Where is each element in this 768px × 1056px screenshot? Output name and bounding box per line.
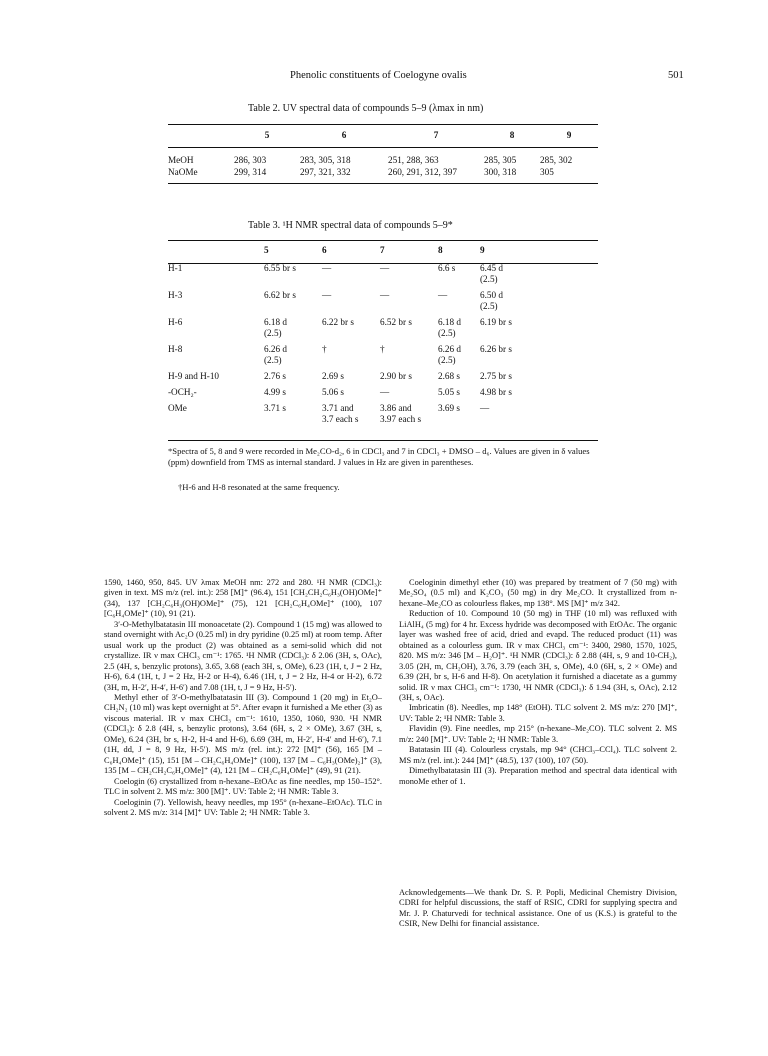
table-cell: 251, 288, 363: [388, 155, 439, 165]
table-cell: 5.05 s: [438, 387, 460, 397]
table-cell: 6.55 br s: [264, 263, 296, 273]
left-column: [104, 578, 382, 818]
table3-caption: Table 3. ¹H NMR spectral data of compounds 5–9*: [248, 220, 453, 231]
table-cell: 2.76 s: [264, 371, 286, 381]
table-cell: 6.6 s: [438, 263, 456, 273]
paragraph: 3′-O-Methylbatatasin III monoacetate (2). Compound 1 (15 mg) was allowed to stand overnight with Ac₂O (0.25 ml) in dry pyridine (0.25 ml) at room temp. After usual work up the product (2) was obtained as a semi-solid which did not crystallize. IR ν max CHCl₃ cm⁻¹: 1765. ¹H NMR (CDCl₃): δ 2.06 (3H, s, OAc), 2.5 (4H, s, benzylic protons), 3.65, 3.68 (each 3H, s, OMe), 6.23 (1H, t, J = 2 Hz, H-6), 6.4 (1H, t, J = 2 Hz, H-2 or H-4), 6.46 (1H, t, J = 2 Hz, H-4 or H-2), 6.72 (3H, m, H-2′, H-4′, H-6′) and 7.08 (1H, t, J = 9 Hz, H-5′).: [104, 619, 382, 692]
table-cell: 6.26 d (2.5): [264, 344, 287, 365]
table-cell: 6.50 d (2.5): [480, 290, 503, 311]
table-cell: 297, 321, 332: [300, 167, 351, 177]
paragraph: Coeloginin dimethyl ether (10) was prepared by treatment of 7 (50 mg) with Me₂SO₄ (0.5 ml) and K₂CO₃ (50 mg) in dry Me₂CO. It crystallized from n-hexane–Me₂CO as colourless flakes, mp 138°. MS [M]⁺ m/z 342.: [399, 578, 677, 608]
table2-caption: Table 2. UV spectral data of compounds 5–9 (λmax in nm): [248, 103, 484, 114]
table-row: [168, 263, 598, 290]
paragraph: Reduction of 10. Compound 10 (50 mg) in THF (10 ml) was refluxed with LiAlH₄ (5 mg) for 4 hr. Excess hydride was decomposed with EtOAc. The organic layer was washed free of acid, dried and evapd. The reduced product (11) was obtained as a colourless gum. IR ν max CHCl₃ cm⁻¹: 3400, 2980, 1570, 1025, 820. MS m/z: 346 [M – H₂O]⁺. ¹H NMR (CDCl₃): δ 2.88 (4H, s, 9 and 10-CH₂), 3.05 (2H, m, CH₂OH), 3.76, 3.79 (each 3H, s, OMe), 4.0 (6H, s, 2 × OMe) and 6.39 (2H, br s, H-6 and H-8). On acetylation it furnished a diacetate as a gummy solid. IR ν max CHCl₃ cm⁻¹: 1730, ¹H NMR (CDCl₃): δ 1.94 (3H, s, OAc), 2.12 (3H, s, OAc).: [399, 609, 677, 702]
table-cell: 2.75 br s: [480, 371, 512, 381]
table2-col-header: 9: [566, 130, 572, 140]
table-row: [168, 371, 598, 387]
table-row: [168, 344, 598, 371]
table3-bottom-rule: [168, 440, 598, 441]
row-label: H-6: [168, 317, 183, 327]
paragraph: Coelogin (6) crystallized from n-hexane–EtOAc as fine needles, mp 150–152°. TLC in solvent 2. MS m/z: 300 [M]⁺. UV: Table 2; ¹H NMR: Table 3.: [104, 776, 382, 797]
table-cell: 2.90 br s: [380, 371, 412, 381]
row-label: NaOMe: [168, 167, 198, 177]
table-cell: 5.06 s: [322, 387, 344, 397]
acknowledgements: [399, 888, 677, 930]
table-cell: †: [380, 344, 385, 354]
table-cell: 4.98 br s: [480, 387, 512, 397]
table3-footnote: *Spectra of 5, 8 and 9 were recorded in Me₂CO-d₂, 6 in CDCl₃ and 7 in CDCl₃ + DMSO – d₆. Values are given in δ values (ppm) downfield from TMS as internal standard. J values in Hz are given in parentheses.: [168, 446, 590, 467]
table3-col-header: [168, 245, 264, 263]
right-column: [399, 578, 677, 787]
table3-header-rule: [168, 263, 598, 264]
table-cell: 6.45 d (2.5): [480, 263, 503, 284]
table-cell: 286, 303: [234, 155, 267, 165]
table-cell: 283, 305, 318: [300, 155, 351, 165]
table-cell: 6.26 d (2.5): [438, 344, 461, 365]
table2-top-rule: [168, 124, 598, 125]
table2-col-header: 5: [264, 130, 270, 140]
paragraph: Dimethylbatatasin III (3). Preparation method and spectral data identical with monoMe ether of 1.: [399, 766, 677, 786]
paragraph: Flavidin (9). Fine needles, mp 215° (n-hexane–Me₂CO). TLC solvent 2. MS m/z: 240 [M]⁺. UV: Table 2; ¹H NMR: Table 3.: [399, 724, 677, 744]
table2-col-header: [168, 130, 234, 148]
page-number: 501: [668, 70, 684, 81]
table-row: [168, 148, 598, 166]
table2-col-header: 8: [509, 130, 515, 140]
running-title: Phenolic constituents of Coelogyne ovalis: [290, 70, 467, 81]
row-label: H-1: [168, 263, 183, 273]
paragraph: Batatasin III (4). Colourless crystals, mp 94° (CHCl₃–CCl₄). TLC solvent 2. MS m/z (rel. int.): 244 [M]⁺ (48.5), 137 (100), 107 (50).: [399, 745, 677, 765]
table-row: [168, 317, 598, 344]
table3-col-header: 8: [438, 245, 443, 255]
table-cell: 285, 305: [484, 155, 517, 165]
table2-col-header: 6: [341, 130, 347, 140]
table-cell: —: [322, 263, 332, 273]
table-cell: †: [322, 344, 327, 354]
table3-footnote-dagger: †H-6 and H-8 resonated at the same frequency.: [178, 482, 340, 492]
row-label: H-3: [168, 290, 183, 300]
table-cell: —: [380, 387, 390, 397]
table2-col-header: 7: [433, 130, 439, 140]
row-label: OMe: [168, 403, 187, 413]
table-cell: 305: [540, 167, 554, 177]
table3-top-rule: [168, 240, 598, 241]
table-cell: 299, 314: [234, 167, 267, 177]
table2-header-rule: [168, 147, 598, 148]
acknowledgements-text: Acknowledgements—We thank Dr. S. P. Popli, Medicinal Chemistry Division, CDRI for helpful discussions, the staff of RSIC, CDRI for supplying spectra and Mr. J. P. Chaturvedi for technical assistance. One of us (K.S.) is grateful to the CSIR, New Delhi for financial assistance.: [399, 888, 677, 929]
table-row: [168, 290, 598, 317]
table-cell: 3.71 and 3.7 each s: [322, 403, 359, 424]
row-label: H-8: [168, 344, 183, 354]
table-cell: 3.86 and 3.97 each s: [380, 403, 422, 424]
table3-col-header: 6: [322, 245, 327, 255]
table-cell: —: [438, 290, 448, 300]
table-cell: —: [322, 290, 332, 300]
table-cell: 2.68 s: [438, 371, 460, 381]
table3-col-header: 5: [264, 245, 269, 255]
table-cell: 3.69 s: [438, 403, 460, 413]
paragraph: Imbricatin (8). Needles, mp 148° (EtOH). TLC solvent 2. MS m/z: 270 [M]⁺, UV: Table 2; ¹H NMR: Table 3.: [399, 703, 677, 723]
paragraph: Coeloginin (7). Yellowish, heavy needles, mp 195° (n-hexane–EtOAc). TLC in solvent 2. MS m/z: 314 [M]⁺ UV: Table 2; ¹H NMR: Table 3.: [104, 797, 382, 817]
table-cell: 2.69 s: [322, 371, 344, 381]
paragraph: Methyl ether of 3′-O-methylbatatasin III (3). Compound 1 (20 mg) in Et₂O–CH₂N₂ (10 ml) was kept overnight at 5°. After evapn it furnished a Me ether (3) as viscous material. IR ν max CHCl₃ cm⁻¹: 1610, 1350, 1060, 930. ¹H NMR (CDCl₃): δ 2.8 (4H, s, benzylic protons), 3.64 (6H, s, 2 × OMe), 3.67 (3H, s, OMe), 6.24 (3H, br s, H-2, H-4 and H-6), 6.69 (3H, m, H-2′, H-4′ and H-6′), 7.1 (1H, dd, J = 8, 9 Hz, H-5′). MS m/z (rel. int.): 272 [M]⁺ (56), 165 [M – C₆H₄OMe]⁺ (15), 151 [M – CH₂C₆H₄OMe]⁺ (100), 137 [M – C₆H₃(OMe)₂]⁺ (3), 135 [M – CH₂CH₂C₆H₄OMe]⁺ (4), 121 [M – CH₂C₆H₄OMe]⁺ (49), 91 (21).: [104, 692, 382, 776]
table-cell: 6.62 br s: [264, 290, 296, 300]
table-cell: 285, 302: [540, 155, 573, 165]
table-cell: —: [480, 403, 490, 413]
table2: [168, 130, 598, 178]
table3-col-header: 7: [380, 245, 385, 255]
paragraph: 1590, 1460, 950, 845. UV λmax MeOH nm: 272 and 280. ¹H NMR (CDCl₃): given in text. MS m/z (rel. int.): 258 [M]⁺ (96.4), 151 [CH₂CH₂C₆H₃(OH)OMe]⁺ (34), 137 [CH₂C₆H₃(OH)OMe]⁺ (75), 121 [CH₂C₆H₄OMe]⁺ (100), 107 [C₆H₄OMe]⁺ (10), 91 (21).: [104, 578, 382, 619]
table3: [168, 245, 598, 430]
row-label: H-9 and H-10: [168, 371, 220, 381]
table-row: [168, 166, 598, 178]
table2-bottom-rule: [168, 183, 598, 184]
table-cell: 6.26 br s: [480, 344, 512, 354]
table-cell: 6.52 br s: [380, 317, 412, 327]
table-row: [168, 387, 598, 403]
table-cell: 6.18 d (2.5): [438, 317, 461, 338]
table-cell: 6.19 br s: [480, 317, 512, 327]
table-cell: 300, 318: [484, 167, 517, 177]
table-row: [168, 403, 598, 430]
row-label: -OCH₂-: [168, 387, 197, 397]
row-label: MeOH: [168, 155, 194, 165]
table-cell: 260, 291, 312, 397: [388, 167, 457, 177]
table-cell: 3.71 s: [264, 403, 286, 413]
table3-col-header: 9: [480, 245, 485, 255]
table-cell: 4.99 s: [264, 387, 286, 397]
table-cell: —: [380, 263, 390, 273]
table-cell: 6.18 d (2.5): [264, 317, 287, 338]
table-cell: 6.22 br s: [322, 317, 354, 327]
table-cell: —: [380, 290, 390, 300]
